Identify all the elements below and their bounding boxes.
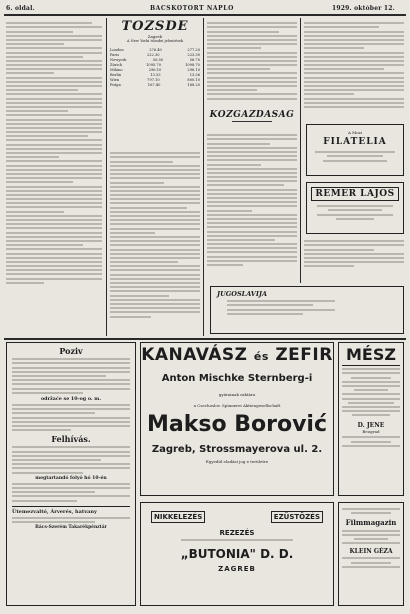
filatelia-pre: A Mozi [347,130,363,135]
butonia-name: „BUTONIA" D. D. [180,547,294,562]
section-rule [4,338,406,340]
mesz-seller: D. JENE [357,422,385,430]
article-column-3-top [207,20,297,108]
poziv-date-line: održaće se 10-og o. m. [40,395,102,402]
kanavasz-small-2: a Csechoslov. Spinnerei Aktiengesellschaft [193,403,281,408]
table-row: Zürich 1095.70 1098.70 [110,63,200,67]
newspaper-name: BACSKOTORT NAPLO [150,5,234,12]
issue-date: 1929. október 12. [332,5,395,12]
kanavasz-title: KANAVÁSZ és ZEFIR [141,345,333,365]
tozsde-note: A New Yorki tőzsdei jelentések [126,39,184,43]
kozgazdasag-heading: KÖZGAZDASÁG [209,110,295,120]
footer-line-1: Ütemezvaltó, Árverés, hatvany [12,508,97,515]
column-rule [106,18,107,336]
poziv-notice [6,342,136,606]
article-column-1 [6,20,102,336]
table-row: Paris 222.30 223.30 [110,53,200,57]
butonia-ad [140,502,334,606]
table-row: Newyork 56.50 56.70 [110,58,200,62]
felhivas-title: Felhívás. [51,434,91,445]
column-rule [203,18,204,336]
filatelia-ad [306,124,404,176]
kanavasz-ad [140,342,334,496]
kanavasz-small-3: Egyedül eladási jog e területre [205,459,269,464]
mesz-place: Beograd [362,429,380,435]
table-row: Wien 797.10 800.10 [110,78,200,82]
remer-lajos-ad [306,182,404,234]
butonia-city: ZAGREB [218,565,256,574]
rezezes-label: REZEZÉS [219,529,255,537]
table-row: Milano 296.10 298.10 [110,68,200,72]
table-row: Berlin 13.53 13.56 [110,73,200,77]
klein-geza-name: KLEIN GÉZA [349,548,393,556]
kanavasz-address: Zagreb, Strossmayerova ul. 2. [151,444,323,455]
jugoslavija-title: JUGOSLAVIJA [217,290,267,298]
felhivas-date-line: megtartandó folyó hó 10-én [35,475,107,481]
kanavasz-firm: Anton Mischke Sternberg-i [161,373,313,384]
tozsde-rates-table [110,48,200,88]
article-column-4-bottom [304,238,404,282]
kanavasz-name: Makso Borović [146,412,327,437]
tozsde-subtitle: Zagreb [147,34,163,39]
article-column-4-top [304,20,404,120]
tozsde-section [110,20,200,148]
mesz-ad [338,342,404,496]
filmmagazin-ad [338,502,404,606]
remer-title: REMER LAJOS [311,187,399,201]
ezustozes-label: EZÜSTÖZÉS [271,511,323,523]
page-number: 6. oldal. [6,5,35,12]
filmmagazin-title: Filmmagazin [345,518,397,528]
header-rule [4,14,406,16]
poziv-title: Poziv [59,346,83,356]
article-column-3-bottom [207,132,297,282]
jugoslavija-ad [210,286,404,334]
nikkelezes-label: NIKKELEZÉS [151,511,205,523]
tozsde-title: TŐZSDE [121,20,189,34]
table-row: London 276.40 277.20 [110,48,200,52]
table-row: Prága 167.40 168.20 [110,83,200,87]
filatelia-title: FILATELIA [323,137,387,147]
footer-line-2: Bács-Szerém Takarékpénztár [35,525,107,531]
kanavasz-small-1: gyárainak raktára [218,392,256,397]
column-rule [300,18,301,283]
mesz-title: MÉSZ [342,345,400,366]
article-column-2 [110,150,200,336]
